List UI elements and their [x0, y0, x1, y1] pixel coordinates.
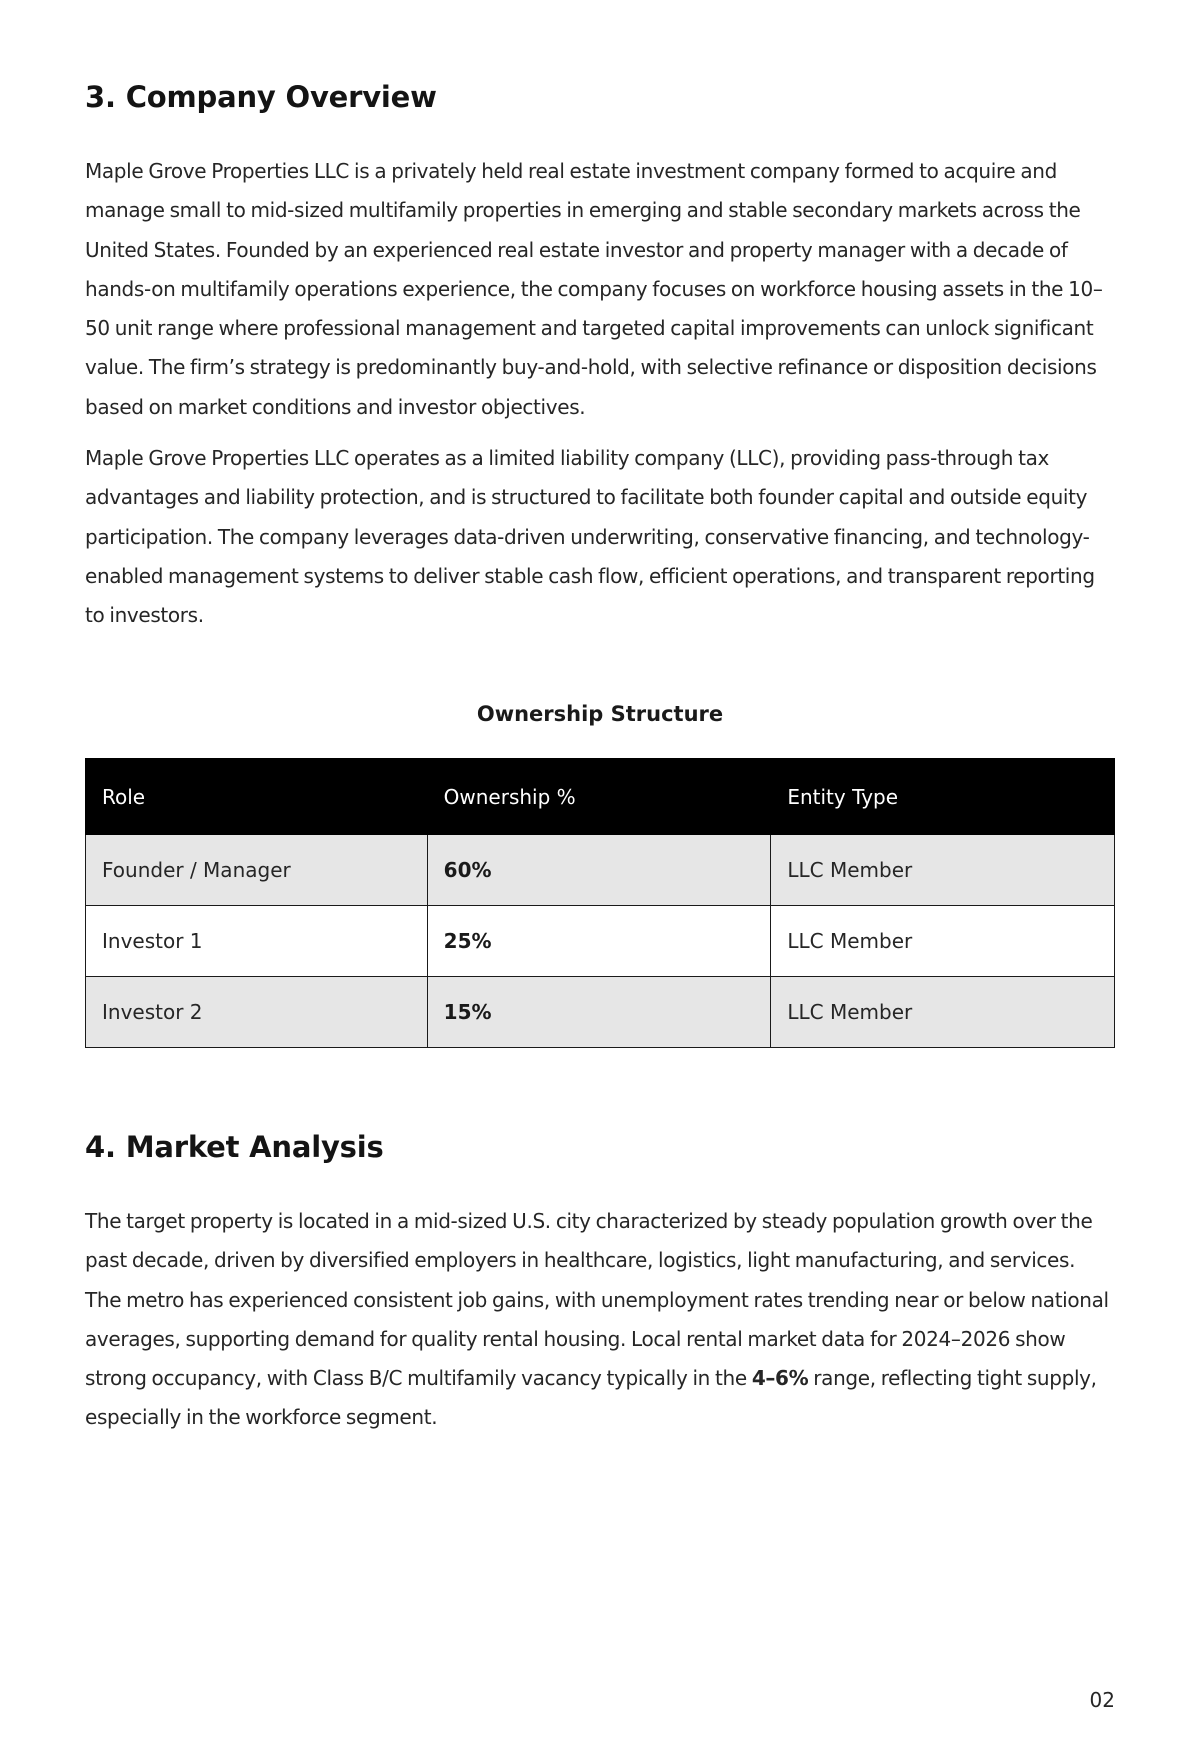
cell-role: Investor 1	[86, 906, 428, 977]
cell-ownership: 15%	[427, 977, 771, 1048]
company-overview-paragraph-1: Maple Grove Properties LLC is a privately held real estate investment company formed to acquire and manage small to mid-sized multifamily properties in emerging and stable secondary markets across the United States. Founded by an experienced real estate investor and property manager with a decade of hands-on multifamily operations experience, the company focuses on workforce housing assets in the 10–50 unit range where professional management and targeted capital improvements can unlock significant value. The firm’s strategy is predominantly buy-and-hold, with selective refinance or disposition decisions based on market conditions and investor objectives.	[85, 159, 1103, 419]
cell-role: Founder / Manager	[86, 835, 428, 906]
header-role: Role	[86, 759, 428, 835]
company-overview-body	[85, 152, 1115, 636]
company-overview-paragraph-2: Maple Grove Properties LLC operates as a limited liability company (LLC), providing pass-through tax advantages and liability protection, and is structured to facilitate both founder capital and outside equity participation. The company leverages data-driven underwriting, conservative financing, and technology-enabled management systems to deliver stable cash flow, efficient operations, and transparent reporting to investors.	[85, 446, 1095, 628]
table-row	[86, 906, 1115, 977]
cell-ownership: 25%	[427, 906, 771, 977]
table-row	[86, 977, 1115, 1048]
page-number: 02	[1089, 1688, 1115, 1712]
table-row	[86, 835, 1115, 906]
header-ownership: Ownership %	[427, 759, 771, 835]
document-page	[85, 0, 1115, 1754]
section-heading-market-analysis: 4. Market Analysis	[85, 1130, 384, 1164]
market-analysis-paragraph	[85, 1202, 1115, 1438]
vacancy-range-bold: 4–6%	[751, 1366, 809, 1391]
table-header-row	[86, 759, 1115, 835]
cell-entity: LLC Member	[771, 977, 1115, 1048]
cell-role: Investor 2	[86, 977, 428, 1048]
market-text-part-1: The target property is located in a mid-sized U.S. city characterized by steady population growth over the past decade, driven by diversified employers in healthcare, logistics, light manufacturing, and services. The metro has experienced consistent job gains, with unemployment rates trending near or below national averages, supporting demand for quality rental housing. Local rental market data for 2024–2026 show strong occupancy, with Class B/C multifamily vacancy typically in the	[85, 1209, 1109, 1391]
market-analysis-body	[85, 1202, 1115, 1438]
cell-entity: LLC Member	[771, 835, 1115, 906]
ownership-table	[85, 758, 1115, 1048]
cell-entity: LLC Member	[771, 906, 1115, 977]
table-title: Ownership Structure	[476, 702, 724, 726]
cell-ownership: 60%	[427, 835, 771, 906]
market-text-part-2: range, reflecting tight supply, especially in the workforce segment.	[85, 1366, 1097, 1430]
section-heading-company-overview: 3. Company Overview	[85, 80, 437, 114]
header-entity-type: Entity Type	[771, 759, 1115, 835]
